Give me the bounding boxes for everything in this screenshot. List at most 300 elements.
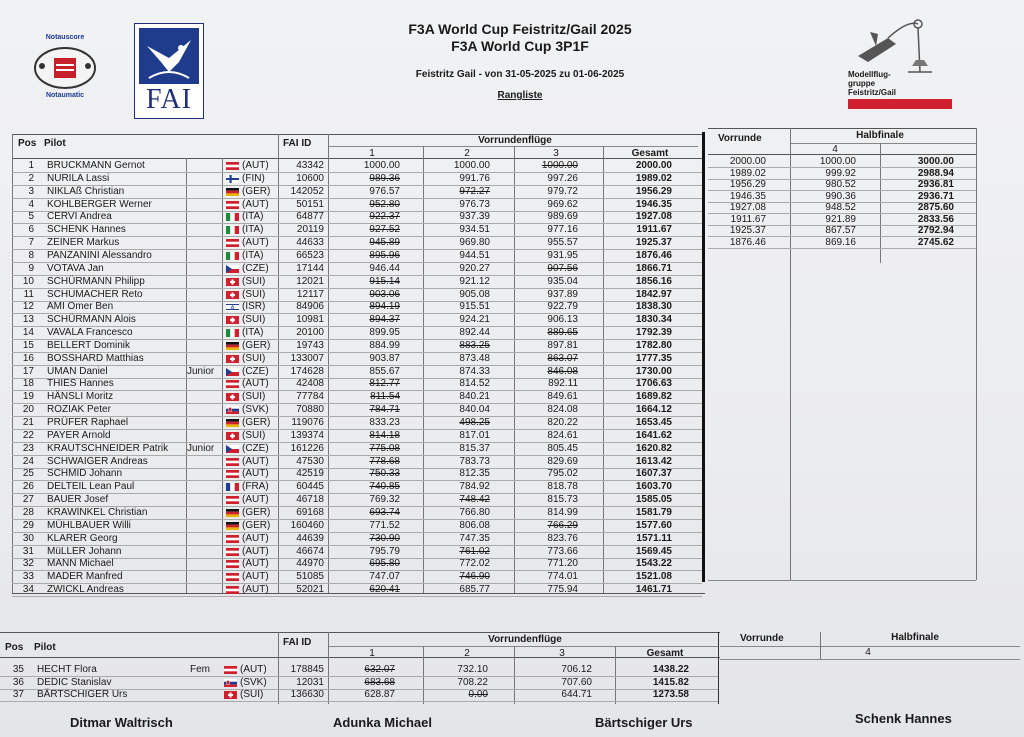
row-round1-score: 740.85 (369, 481, 400, 492)
row-total-score: 2000.00 (635, 160, 672, 171)
row-round2-score: 972.27 (459, 186, 490, 197)
col2-round3-header: 3 (559, 648, 565, 659)
row-pilot-name: NIKLAß Christian (47, 186, 125, 197)
row2-round2-score: 0.00 (468, 689, 488, 700)
row-pilot-name: VOTAVA Jan (47, 263, 104, 274)
col-gesamt-header: Gesamt (631, 148, 669, 159)
row-pos: 20 (22, 404, 34, 415)
row-pos: 1 (28, 160, 34, 171)
row-pilot-name: KRAUTSCHNEIDER Patrik (47, 443, 169, 454)
row-round3-score: 773.66 (547, 546, 578, 557)
row-nation: (CZE) (242, 443, 269, 454)
row-nation: (AUT) (242, 199, 269, 210)
row-pilot-name: ROZIAK Peter (47, 404, 111, 415)
col2-hf4-header: 4 (865, 647, 871, 658)
row-round2-score: 766.80 (459, 507, 490, 518)
semi-vorrunde-score: 1989.02 (729, 168, 766, 179)
row-total-score: 1956.29 (635, 186, 672, 197)
row-round1-score: 884.99 (369, 340, 400, 351)
col2-gesamt-header: Gesamt (646, 648, 684, 659)
row-round3-score: 846.08 (547, 366, 578, 377)
row-round3-score: 795.02 (547, 468, 578, 479)
row-round1-score: 784.71 (369, 404, 400, 415)
row-nation: (AUT) (242, 160, 269, 171)
row-nation: (ITA) (242, 327, 264, 338)
row-total-score: 1581.79 (635, 507, 672, 518)
semi-vorrunde-score: 1925.37 (729, 225, 766, 236)
row-round1-score: 769.32 (369, 494, 400, 505)
row-pilot-name: BRUCKMANN Gernot (47, 160, 145, 171)
semi-hf4-score: 980.52 (825, 179, 856, 190)
row-pilot-name: ZWICKL Andreas (47, 584, 124, 595)
row-round1-score: 903.87 (369, 353, 400, 364)
row-pos: 15 (22, 340, 34, 351)
semi-hf4-score: 948.52 (825, 202, 856, 213)
row-total-score: 1620.82 (635, 443, 672, 454)
row-round2-score: 840.04 (459, 404, 490, 415)
row-nation: (SUI) (242, 276, 266, 287)
row-total-score: 1641.62 (635, 430, 672, 441)
row-nation: (SUI) (242, 430, 266, 441)
row-round1-score: 922.37 (369, 211, 400, 222)
semi-hf4-score: 999.92 (825, 168, 856, 179)
row-fai-id: 44639 (296, 533, 324, 544)
row-round3-score: 892.11 (548, 378, 578, 389)
row-fai-id: 10981 (296, 314, 324, 325)
row-pos: 19 (22, 391, 34, 402)
row-total-score: 1782.80 (635, 340, 672, 351)
row-round2-score: 772.02 (459, 558, 490, 569)
row-round3-score: 977.16 (547, 224, 578, 235)
flag-aut-icon (224, 666, 237, 674)
row-round1-score: 811.54 (370, 391, 400, 402)
row2-round1-score: 683.68 (364, 677, 395, 688)
row-round3-score: 969.62 (547, 199, 578, 210)
row-total-score: 1603.70 (635, 481, 672, 492)
row-round1-score: 927.52 (369, 224, 400, 235)
row-pos: 34 (22, 584, 34, 595)
row-round2-score: 746.90 (459, 571, 490, 582)
row-round2-score: 498.25 (459, 417, 490, 428)
semi-hf4-score: 990.36 (825, 191, 856, 202)
row-pos: 18 (22, 378, 34, 389)
col2-round1-header: 1 (369, 648, 375, 659)
row-pilot-name: BOSSHARD Matthias (47, 353, 144, 364)
row-nation: (ITA) (242, 224, 264, 235)
row-round1-score: 989.36 (369, 173, 400, 184)
row-total-score: 1842.97 (635, 289, 672, 300)
club-logo-line1: Modellflug- (848, 70, 891, 79)
row-pilot-name: SCHWAIGER Andreas (47, 456, 148, 467)
row-pos: 16 (22, 353, 34, 364)
row-fai-id: 60445 (296, 481, 324, 492)
row-total-score: 1989.02 (635, 173, 672, 184)
row-fai-id: 161226 (290, 443, 324, 454)
row-nation: (FIN) (242, 173, 265, 184)
row-nation: (GER) (242, 417, 271, 428)
row-round3-score: 820.22 (547, 417, 578, 428)
row2-nation: (AUT) (240, 664, 267, 675)
row-total-score: 1613.42 (635, 456, 672, 467)
row-round2-score: 814.52 (459, 378, 490, 389)
row2-total-score: 1415.82 (652, 677, 689, 688)
row-round2-score: 783.73 (459, 456, 490, 467)
notauscore-logo-bottom-text: Notaumatic (45, 92, 85, 99)
row-round3-score: 823.76 (547, 533, 578, 544)
row2-category: Fem (190, 664, 210, 675)
class-title: F3A World Cup 3P1F (451, 38, 589, 54)
semi-total-score: 2936.71 (917, 191, 954, 202)
row2-round2-score: 732.10 (457, 664, 488, 675)
club-logo-line2: gruppe (848, 79, 876, 88)
row2-fai-id: 12031 (296, 677, 324, 688)
row-round2-score: 817.01 (459, 430, 490, 441)
row-pilot-name: HÄNSLI Moritz (47, 391, 114, 402)
col-fai-id-header: FAI ID (283, 138, 312, 149)
row-fai-id: 84906 (296, 301, 324, 312)
row-nation: (AUT) (242, 494, 269, 505)
row-pos: 33 (22, 571, 34, 582)
row-pilot-name: MANN Michael (47, 558, 114, 569)
row-pilot-name: AMI Omer Ben (47, 301, 114, 312)
row-round3-score: 818.78 (547, 481, 578, 492)
row-pos: 24 (22, 456, 34, 467)
row-pos: 21 (22, 417, 34, 428)
row-round2-score: 969.80 (459, 237, 490, 248)
row-round1-score: 750.33 (369, 468, 400, 479)
row-nation: (AUT) (242, 456, 269, 467)
row-round3-score: 815.73 (547, 494, 578, 505)
row-round1-score: 976.57 (369, 186, 400, 197)
row-fai-id: 52021 (296, 584, 324, 595)
row-round3-score: 897.81 (547, 340, 578, 351)
row-total-score: 1571.11 (636, 533, 672, 544)
row-round2-score: 748.42 (459, 494, 490, 505)
row-round1-score: 915.14 (369, 276, 400, 287)
row-round2-score: 761.02 (459, 546, 490, 557)
row2-round3-score: 707.60 (561, 677, 592, 688)
row-pilot-name: SCHMID Johann (47, 468, 123, 479)
row-round3-score: 935.04 (547, 276, 578, 287)
row-pilot-name: THIES Hannes (47, 378, 114, 389)
row-nation: (GER) (242, 520, 271, 531)
row2-nation: (SVK) (240, 677, 267, 688)
row-round1-score: 855.67 (369, 366, 400, 377)
row-nation: (SUI) (242, 314, 266, 325)
row-fai-id: 44633 (296, 237, 324, 248)
row-fai-id: 64877 (296, 211, 324, 222)
row-pos: 23 (22, 443, 34, 454)
row-pos: 30 (22, 533, 34, 544)
row2-nation: (SUI) (240, 689, 264, 700)
signature-schenk-hannes: Schenk Hannes (855, 711, 952, 726)
row-round2-score: 905.08 (459, 289, 490, 300)
row2-round2-score: 708.22 (457, 677, 488, 688)
row-nation: (CZE) (242, 366, 269, 377)
row-round1-score: 903.06 (369, 289, 400, 300)
row-round1-score: 899.95 (369, 327, 400, 338)
row-round3-score: 931.95 (547, 250, 578, 261)
col2-halbfinale-header: Halbfinale (891, 632, 939, 643)
row-fai-id: 43342 (296, 160, 324, 171)
row2-pos: 37 (12, 689, 24, 700)
row-pilot-name: MüLLER Johann (47, 546, 122, 557)
row-round3-score: 863.07 (547, 353, 578, 364)
row-round1-score: 814.18 (369, 430, 400, 441)
row-nation: (AUT) (242, 468, 269, 479)
row2-divider (0, 701, 718, 702)
row-round3-score: 907.56 (547, 263, 578, 274)
row-round2-score: 934.51 (459, 224, 490, 235)
row-nation: (GER) (242, 507, 271, 518)
row2-fai-id: 178845 (290, 664, 324, 675)
row-round3-score: 775.94 (547, 584, 578, 595)
row-nation: (AUT) (242, 571, 269, 582)
col2-round2-header: 2 (464, 648, 470, 659)
row-round3-score: 774.01 (547, 571, 578, 582)
row-fai-id: 50151 (296, 199, 324, 210)
row-pos: 5 (28, 211, 34, 222)
row-round2-score: 784.92 (459, 481, 490, 492)
row-nation: (ITA) (242, 250, 264, 261)
flag-svk-icon (224, 679, 237, 687)
row-nation: (FRA) (242, 481, 269, 492)
row-pilot-name: PANZANINI Alessandro (47, 250, 152, 261)
row-round3-score: 805.45 (547, 443, 578, 454)
row-total-score: 1585.05 (635, 494, 672, 505)
row-nation: (SVK) (242, 404, 269, 415)
row-round1-score: 1000.00 (363, 160, 400, 171)
row-total-score: 1689.82 (635, 391, 672, 402)
row-pilot-name: SCHENK Hannes (47, 224, 126, 235)
row-round3-score: 814.99 (547, 507, 578, 518)
row-pilot-name: SCHÜRMANN Alois (47, 314, 136, 325)
col2-vorrunde-header: Vorrunde (740, 633, 784, 644)
row-pilot-name: BELLERT Dominik (47, 340, 130, 351)
event-dates: Feistritz Gail - von 31-05-2025 zu 01-06-2025 (415, 69, 625, 80)
col2-fai-id-header: FAI ID (283, 637, 312, 648)
row-fai-id: 160460 (290, 520, 324, 531)
row-round1-score: 894.19 (369, 301, 400, 312)
row-round1-score: 747.07 (369, 571, 400, 582)
row-fai-id: 69168 (296, 507, 324, 518)
row-total-score: 1925.37 (635, 237, 672, 248)
row-round2-score: 840.21 (459, 391, 490, 402)
row-fai-id: 119076 (291, 417, 324, 428)
row-pos: 4 (28, 199, 34, 210)
row-nation: (AUT) (242, 237, 269, 248)
row-pos: 8 (28, 250, 34, 261)
semi-vorrunde-score: 1876.46 (729, 237, 766, 248)
row-round2-score: 924.21 (459, 314, 490, 325)
row-round2-score: 937.39 (459, 211, 490, 222)
row2-total-score: 1438.22 (652, 664, 689, 675)
row-nation: (ISR) (242, 301, 266, 312)
signature-ditmar-waltrisch: Ditmar Waltrisch (70, 715, 173, 730)
row-round2-score: 873.48 (459, 353, 490, 364)
row-round1-score: 946.44 (369, 263, 400, 274)
row-round1-score: 695.80 (369, 558, 400, 569)
row-nation: (GER) (242, 340, 271, 351)
row-fai-id: 20119 (296, 224, 324, 235)
row-round1-score: 833.23 (369, 417, 400, 428)
semi-total-score: 2988.94 (917, 168, 954, 179)
row-round2-score: 815.37 (459, 443, 490, 454)
row-pilot-name: SCHUMACHER Reto (47, 289, 143, 300)
row-round2-score: 747.35 (459, 533, 490, 544)
row-fai-id: 142052 (290, 186, 324, 197)
row-round1-score: 812.77 (369, 378, 400, 389)
row2-total-score: 1273.58 (652, 689, 689, 700)
row-fai-id: 174628 (290, 366, 324, 377)
event-title: F3A World Cup Feistritz/Gail 2025 (408, 21, 632, 37)
row-total-score: 1876.46 (635, 250, 672, 261)
semi-total-score: 2833.56 (917, 214, 954, 225)
signature-baertschiger-urs: Bärtschiger Urs (595, 715, 693, 730)
row-round2-score: 944.51 (459, 250, 490, 261)
row-round2-score: 976.73 (459, 199, 490, 210)
row-fai-id: 70880 (296, 404, 324, 415)
col-pos-header: Pos (18, 138, 37, 149)
row-total-score: 1461.71 (635, 584, 672, 595)
row-category: Junior (187, 443, 215, 454)
row2-pilot-name: DEDIC Stanislav (37, 677, 112, 688)
row-pilot-name: PAYER Arnold (47, 430, 111, 441)
row-round1-score: 795.79 (369, 546, 400, 557)
semi-hf4-score: 1000.00 (819, 156, 856, 167)
col-round2-header: 2 (464, 148, 470, 159)
row-nation: (ITA) (242, 211, 264, 222)
row-pos: 11 (23, 289, 34, 300)
row-pos: 32 (22, 558, 34, 569)
row-round3-score: 989.69 (547, 211, 578, 222)
row-pilot-name: NURILA Lassi (47, 173, 110, 184)
row-round3-score: 937.89 (547, 289, 578, 300)
row-pilot-name: VAVALA Francesco (47, 327, 133, 338)
row-fai-id: 46718 (296, 494, 324, 505)
row-total-score: 1543.22 (635, 558, 672, 569)
row-pos: 25 (22, 468, 34, 479)
row-round3-score: 824.08 (547, 404, 578, 415)
row-round3-score: 849.61 (547, 391, 578, 402)
semi-vorrunde-score: 1927.08 (729, 202, 766, 213)
row-round3-score: 889.65 (547, 327, 578, 338)
semi-vorrunde-score: 1946.35 (729, 191, 766, 202)
row-pos: 28 (22, 507, 34, 518)
row-nation: (AUT) (242, 558, 269, 569)
row-pilot-name: DELTEIL Lean Paul (47, 481, 135, 492)
row-pilot-name: KLARER Georg (47, 533, 118, 544)
row-pilot-name: MÜHLBAUER Willi (47, 520, 131, 531)
row-fai-id: 20100 (296, 327, 324, 338)
row-round1-score: 730.90 (369, 533, 400, 544)
row-fai-id: 66523 (296, 250, 324, 261)
row-pilot-name: BAUER Josef (47, 494, 109, 505)
row-pos: 27 (22, 494, 34, 505)
notauscore-logo-top-text: Notauscore (45, 34, 85, 41)
row-pos: 22 (22, 430, 34, 441)
row-total-score: 1792.39 (635, 327, 672, 338)
signature-adunka-michael: Adunka Michael (333, 715, 432, 730)
row-total-score: 1838.30 (635, 301, 672, 312)
row-total-score: 1706.63 (635, 378, 672, 389)
row-total-score: 1664.12 (635, 404, 672, 415)
row-round2-score: 1000.00 (453, 160, 490, 171)
row-nation: (AUT) (242, 378, 269, 389)
semi-hf4-score: 921.89 (825, 214, 856, 225)
row2-pilot-name: HECHT Flora (37, 664, 97, 675)
row-nation: (SUI) (242, 353, 266, 364)
row2-fai-id: 136630 (290, 689, 324, 700)
row-fai-id: 10600 (296, 173, 324, 184)
row-pilot-name: MADER Manfred (47, 571, 123, 582)
row-pilot-name: KRAWINKEL Christian (47, 507, 148, 518)
semi-total-score: 2875.60 (917, 202, 954, 213)
semi-total-score: 2792.94 (917, 225, 954, 236)
col-halbfinale-header: Halbfinale (856, 130, 904, 141)
row-pos: 17 (22, 366, 34, 377)
row-pilot-name: PRÜFER Raphael (47, 417, 129, 428)
row-round2-score: 920.27 (459, 263, 490, 274)
row-pilot-name: SCHÜRMANN Philipp (47, 276, 145, 287)
row-pilot-name: KOHLBERGER Werner (47, 199, 152, 210)
col2-vorrunden-header: Vorrundenflüge (488, 634, 562, 645)
row-round3-score: 824.61 (547, 430, 578, 441)
semi-total-score: 3000.00 (917, 156, 954, 167)
row-round2-score: 915.51 (459, 301, 490, 312)
row-round1-score: 894.37 (369, 314, 400, 325)
row-round3-score: 829.69 (547, 456, 578, 467)
semi-hf4-score: 869.16 (825, 237, 856, 248)
row-pos: 29 (22, 520, 34, 531)
row-pilot-name: UMAN Daniel (47, 366, 108, 377)
row-fai-id: 46674 (296, 546, 324, 557)
row-pos: 7 (28, 237, 34, 248)
row-round2-score: 892.44 (459, 327, 490, 338)
row-total-score: 1946.35 (635, 199, 672, 210)
row2-pilot-name: BÄRTSCHIGER Urs (37, 689, 128, 700)
row-round3-score: 955.57 (547, 237, 578, 248)
row-total-score: 1777.35 (635, 353, 672, 364)
row-total-score: 1866.71 (635, 263, 672, 274)
list-title: Rangliste (497, 90, 543, 101)
row-total-score: 1569.45 (635, 546, 672, 557)
row-round1-score: 895.96 (369, 250, 400, 261)
row2-round3-score: 644.71 (561, 689, 592, 700)
row-nation: (AUT) (242, 533, 269, 544)
col2-pilot-header: Pilot (34, 642, 56, 653)
row-nation: (SUI) (242, 391, 266, 402)
col2-pos-header: Pos (5, 642, 24, 653)
row-pilot-name: CERVI Andrea (47, 211, 112, 222)
row-fai-id: 47530 (296, 456, 324, 467)
row-category: Junior (187, 366, 215, 377)
row-round3-score: 906.13 (547, 314, 578, 325)
col-round1-header: 1 (369, 148, 375, 159)
col-vorrunde-header: Vorrunde (718, 133, 762, 144)
flag-sui-icon (224, 691, 237, 699)
row-nation: (SUI) (242, 289, 266, 300)
row-pilot-name: ZEINER Markus (47, 237, 120, 248)
row-nation: (AUT) (242, 584, 269, 595)
row-total-score: 1577.60 (635, 520, 672, 531)
row-round2-score: 991.76 (459, 173, 490, 184)
row-round3-score: 766.29 (547, 520, 578, 531)
row-round1-score: 945.89 (369, 237, 400, 248)
row-total-score: 1927.08 (635, 211, 672, 222)
row-pos: 3 (28, 186, 34, 197)
row-round2-score: 685.77 (459, 584, 490, 595)
